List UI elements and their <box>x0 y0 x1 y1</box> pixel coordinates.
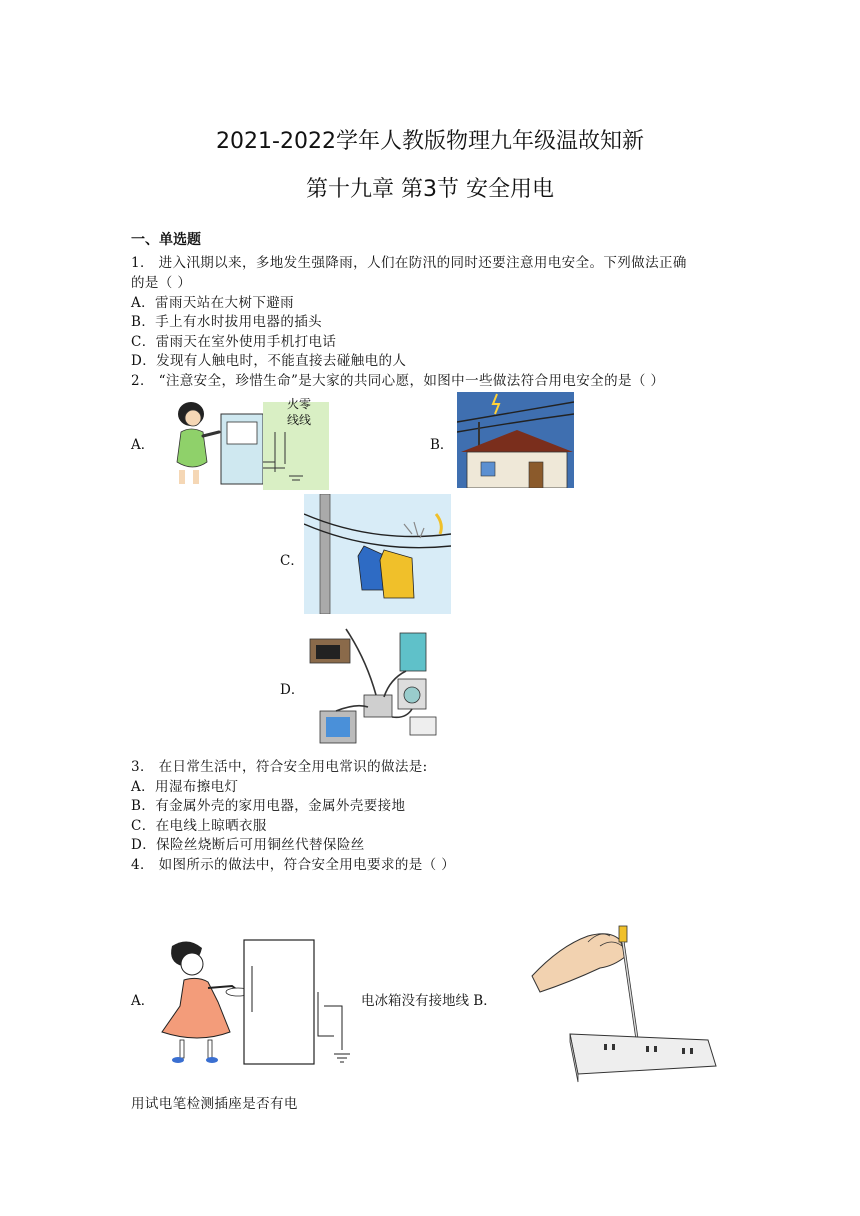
q3-option-c: C．在电线上晾晒衣服 <box>131 818 267 834</box>
q2-figure-d-overloaded-socket <box>306 619 444 749</box>
q3-option-d: D．保险丝烧断后可用铜丝代替保险丝 <box>131 837 365 853</box>
q3-option-a: A．用湿布擦电灯 <box>131 779 239 795</box>
q1-option-b: B．手上有水时拔用电器的插头 <box>131 314 323 330</box>
q3-option-b: B．有金属外壳的家用电器，金属外壳要接地 <box>131 798 406 814</box>
q2-stem: 2． “注意安全，珍惜生命”是大家的共同心愿，如图中一些做法符合用电安全的是（ ） <box>131 373 665 389</box>
document-subtitle: 第十九章 第3节 安全用电 <box>306 177 554 202</box>
q2-label-d: D． <box>280 682 305 698</box>
q1-stem-line2: 的是（ ） <box>131 275 192 291</box>
q4-stem: 4． 如图所示的做法中，符合安全用电要求的是（ ） <box>131 857 456 873</box>
q4-figure-a-girl-refrigerator <box>158 936 358 1072</box>
q4-caption-a-and-label-b: 电冰箱没有接地线 B． <box>361 993 497 1009</box>
q2-label-c: C． <box>280 553 304 569</box>
q2-figure-a-label-1: 火零 <box>287 397 312 411</box>
q1-option-d: D．发现有人触电时，不能直接去碰触电的人 <box>131 353 407 369</box>
q4-caption-b: 用试电笔检测插座是否有电 <box>131 1096 298 1112</box>
q4-figure-b-test-pen-socket <box>530 916 718 1086</box>
q1-option-c: C．雷雨天在室外使用手机打电话 <box>131 334 337 350</box>
q2-label-a: A． <box>131 437 155 453</box>
q3-stem: 3． 在日常生活中，符合安全用电常识的做法是: <box>131 759 428 775</box>
q2-figure-a-woman-appliance <box>163 392 329 490</box>
section-heading: 一、单选题 <box>131 232 201 248</box>
q2-figure-a-label-2: 线线 <box>287 413 312 427</box>
document-title: 2021-2022学年人教版物理九年级温故知新 <box>216 129 644 154</box>
q1-option-a: A．雷雨天站在大树下避雨 <box>131 295 295 311</box>
q2-figure-c-clothes-on-wire <box>304 494 451 614</box>
q2-figure-b-house-power-line <box>457 392 574 488</box>
q1-stem-line1: 1． 进入汛期以来，多地发生强降雨，人们在防汛的同时还要注意用电安全。下列做法正确 <box>131 255 687 271</box>
q2-label-b: B． <box>430 437 454 453</box>
q4-label-a: A． <box>131 993 155 1009</box>
